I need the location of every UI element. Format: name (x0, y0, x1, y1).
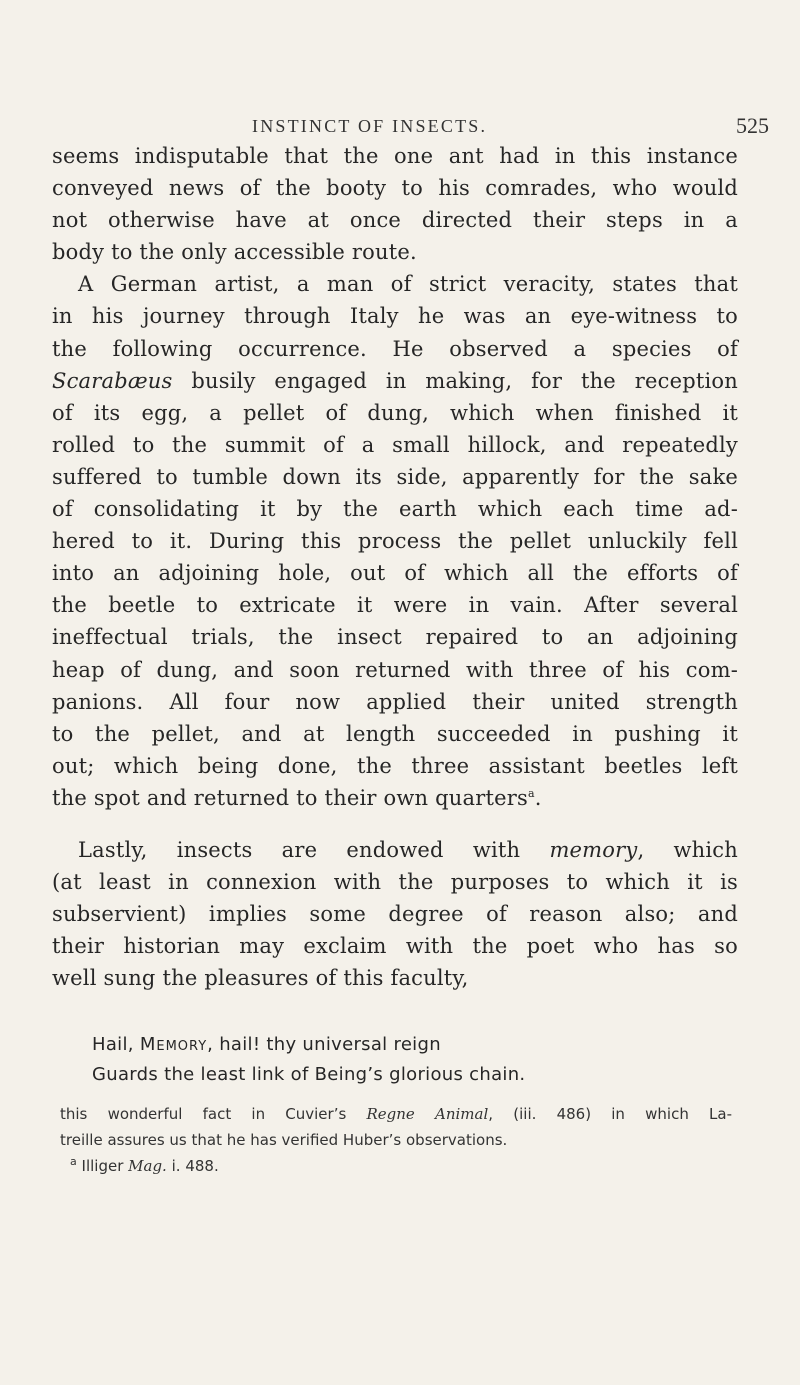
genus-name: Scarabæus (52, 368, 173, 393)
text-fragment: this wonderful fact in Cuvier’s (60, 1105, 347, 1123)
page-number: 525 (736, 113, 769, 138)
footnote-line: treille assures us that he has verified Huber’s observations. (60, 1131, 508, 1149)
text-line: hered to it. During this process the pellet unluckily fell (52, 529, 738, 554)
footnote-line (60, 1101, 732, 1127)
text-line: conveyed news of the booty to his comrades, who would (52, 176, 738, 201)
text-line: to the pellet, and at length succeeded in pushing it (52, 721, 738, 746)
text-line: seems indisputable that the one ant had in this instance (52, 144, 738, 168)
footnote-marker: a (527, 786, 535, 800)
emphasis-memory: memory (549, 837, 638, 862)
verse-quotation (92, 1030, 525, 1090)
smallcaps-memory: Memory (139, 1034, 208, 1055)
text-line: their historian may exclaim with the poet who has so (52, 934, 738, 959)
text-line: out; which being done, the three assistant beetles left (52, 753, 738, 778)
verse-line (92, 1030, 525, 1060)
text-line: in his journey through Italy he was an eye-witness to (52, 304, 738, 329)
journal-title: Mag. (128, 1157, 167, 1175)
text-fragment: Lastly, insects are endowed with (78, 837, 521, 862)
text-line: the beetle to extricate it were in vain. After several (52, 593, 738, 618)
text-line (52, 365, 738, 397)
text-line: suffered to tumble down its side, apparently for the sake (52, 464, 738, 489)
text-line: panions. All four now applied their united strength (52, 689, 738, 714)
text-fragment: , (iii. 486) in which La- (488, 1105, 733, 1123)
text-line: of its egg, a pellet of dung, which when finished it (52, 400, 738, 425)
text-line: subservient) implies some degree of reason also; and (52, 902, 738, 927)
footnote-line (60, 1153, 732, 1179)
text-fragment: . (534, 785, 542, 810)
text-line: heap of dung, and soon returned with three of his com- (52, 657, 738, 682)
text-line (52, 782, 738, 814)
text-fragment: the spot and returned to their own quarters (52, 785, 528, 810)
footnote-marker: a (70, 1155, 77, 1168)
text-fragment: busily engaged in making, for the reception (191, 368, 738, 393)
text-line: not otherwise have at once directed their steps in a (52, 208, 738, 233)
text-line: of consolidating it by the earth which each time ad- (52, 497, 738, 522)
book-title: Regne Animal (366, 1105, 489, 1123)
text-fragment: i. 488. (171, 1157, 219, 1175)
text-line: rolled to the summit of a small hillock, and repeatedly (52, 432, 738, 457)
verse-line: Guards the least link of Being’s glorious chain. (92, 1064, 526, 1085)
text-line: (at least in connexion with the purposes to which it is (52, 870, 738, 895)
body-text (52, 140, 738, 994)
text-fragment: which (673, 837, 738, 862)
text-fragment: , (637, 837, 645, 862)
text-line: ineffectual trials, the insect repaired to an adjoining (52, 625, 738, 650)
paragraph-gap (52, 814, 738, 834)
running-head (0, 113, 800, 141)
text-fragment: Illiger (81, 1157, 124, 1175)
text-line: body to the only accessible route. (52, 240, 417, 265)
running-title: INSTINCT OF INSECTS. (252, 116, 488, 136)
footnotes (60, 1101, 732, 1179)
text-fragment: Hail, (92, 1034, 134, 1055)
text-line (52, 834, 738, 866)
text-line: the following occurrence. He observed a species of (52, 336, 738, 361)
text-line: into an adjoining hole, out of which all the efforts of (52, 561, 738, 586)
text-line: well sung the pleasures of this faculty, (52, 966, 469, 991)
text-line: A German artist, a man of strict veracity, states that (78, 272, 738, 297)
text-fragment: , hail! thy universal reign (207, 1034, 441, 1055)
